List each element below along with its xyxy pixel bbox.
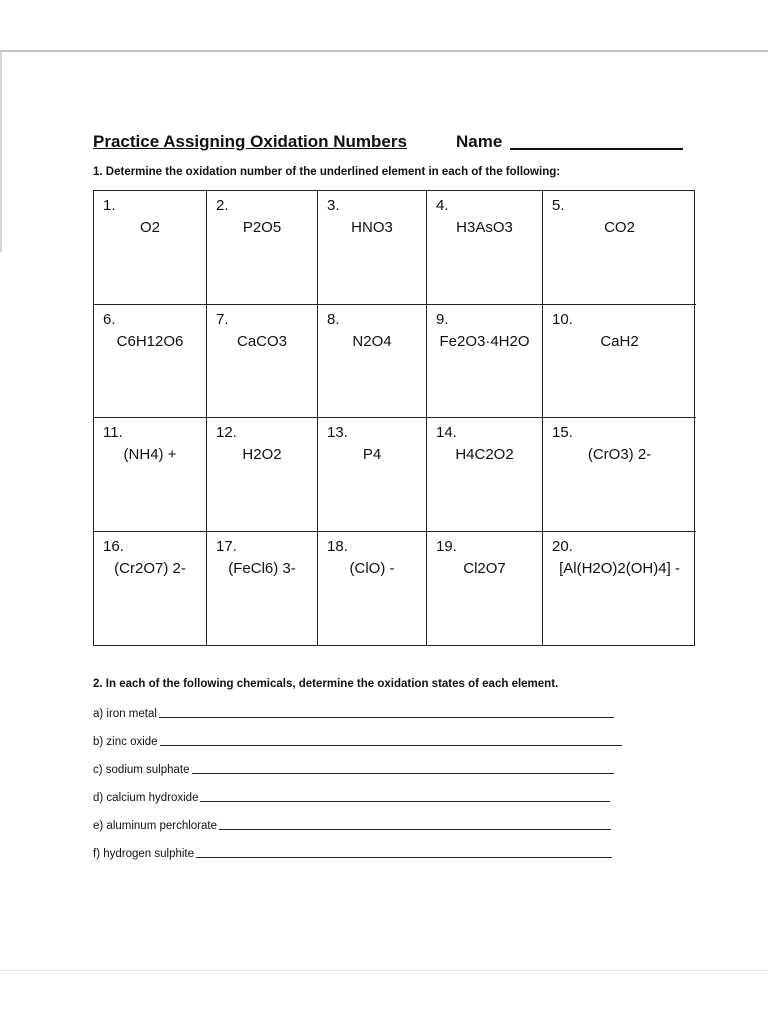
name-field[interactable] bbox=[510, 148, 683, 150]
cell-formula: P4 bbox=[362, 446, 382, 463]
cell-number: 8. bbox=[327, 310, 340, 328]
cell-number: 11. bbox=[103, 424, 123, 441]
oxidation-grid bbox=[93, 190, 695, 646]
cell-formula: H2O2 bbox=[242, 446, 282, 463]
grid-cell-2[interactable] bbox=[207, 191, 318, 305]
grid-cell-4[interactable] bbox=[427, 191, 543, 305]
grid-cell-16[interactable] bbox=[94, 532, 207, 646]
cell-formula: C6H12O6 bbox=[116, 332, 184, 350]
grid-cell-14[interactable] bbox=[427, 418, 543, 532]
grid-cell-5[interactable] bbox=[543, 191, 696, 305]
cell-formula: (FeCl6) 3- bbox=[228, 559, 296, 577]
cell-number: 14. bbox=[436, 424, 457, 441]
cell-number: 15. bbox=[552, 424, 573, 441]
cell-formula: Cl2O7 bbox=[463, 559, 506, 577]
cell-number: 13. bbox=[327, 424, 348, 441]
q2-item-b bbox=[93, 732, 622, 748]
q2-item-label: a) iron metal bbox=[93, 708, 157, 720]
answer-blank[interactable] bbox=[196, 857, 612, 858]
cell-number: 19. bbox=[436, 537, 457, 555]
cell-number: 17. bbox=[216, 537, 237, 555]
q2-item-label: c) sodium sulphate bbox=[93, 764, 190, 776]
answer-blank[interactable] bbox=[160, 745, 622, 746]
q2-item-label: f) hydrogen sulphite bbox=[93, 848, 195, 860]
grid-cell-15[interactable] bbox=[543, 418, 696, 532]
q2-item-d bbox=[93, 788, 610, 804]
question-1-prompt: 1. Determine the oxidation number of the underlined element in each of the following: bbox=[93, 166, 561, 178]
answer-blank[interactable] bbox=[200, 801, 610, 802]
grid-cell-11[interactable] bbox=[94, 418, 207, 532]
page-edge-top bbox=[0, 50, 768, 52]
worksheet-title: Practice Assigning Oxidation Numbers bbox=[93, 132, 407, 151]
q2-item-label: d) calcium hydroxide bbox=[93, 792, 199, 804]
grid-cell-8[interactable] bbox=[318, 305, 427, 419]
cell-number: 12. bbox=[216, 424, 237, 441]
cell-formula: CaCO3 bbox=[236, 332, 288, 350]
grid-cell-3[interactable] bbox=[318, 191, 427, 305]
cell-formula: (ClO) - bbox=[349, 559, 395, 577]
q2-item-f bbox=[93, 844, 612, 860]
page-edge-left bbox=[0, 52, 2, 252]
grid-cell-6[interactable] bbox=[94, 305, 207, 419]
cell-number: 20. bbox=[552, 537, 573, 555]
cell-formula: CO2 bbox=[604, 219, 635, 236]
cell-formula: H3AsO3 bbox=[456, 219, 513, 236]
cell-number: 10. bbox=[552, 310, 573, 328]
cell-number: 16. bbox=[103, 537, 124, 555]
cell-formula: O2 bbox=[139, 219, 160, 236]
answer-blank[interactable] bbox=[192, 773, 614, 774]
answer-blank[interactable] bbox=[219, 829, 611, 830]
grid-cell-9[interactable] bbox=[427, 305, 543, 419]
grid-cell-7[interactable] bbox=[207, 305, 318, 419]
answer-blank[interactable] bbox=[159, 717, 614, 718]
grid-cell-20[interactable] bbox=[543, 532, 696, 646]
grid-cell-18[interactable] bbox=[318, 532, 427, 646]
q2-item-c bbox=[93, 760, 614, 776]
cell-formula: (Cr2O7) 2- bbox=[114, 559, 186, 577]
cell-number: 6. bbox=[103, 310, 116, 328]
cell-number: 2. bbox=[216, 197, 229, 214]
cell-number: 18. bbox=[327, 537, 348, 555]
cell-number: 7. bbox=[216, 310, 229, 328]
grid-cell-13[interactable] bbox=[318, 418, 427, 532]
cell-number: 5. bbox=[552, 197, 565, 214]
cell-formula: N2O4 bbox=[352, 332, 392, 350]
grid-cell-12[interactable] bbox=[207, 418, 318, 532]
cell-formula: CaH2 bbox=[600, 332, 639, 350]
cell-formula: [Al(H2O)2(OH)4] - bbox=[559, 559, 680, 577]
grid-cell-10[interactable] bbox=[543, 305, 696, 419]
grid-cell-17[interactable] bbox=[207, 532, 318, 646]
q2-item-label: b) zinc oxide bbox=[93, 736, 158, 748]
question-2-prompt: 2. In each of the following chemicals, determine the oxidation states of each element. bbox=[93, 678, 559, 690]
cell-formula: HNO3 bbox=[351, 219, 393, 236]
grid-cell-19[interactable] bbox=[427, 532, 543, 646]
q2-item-e bbox=[93, 816, 611, 832]
cell-formula: Fe2O3·4H2O bbox=[439, 332, 530, 350]
cell-number: 3. bbox=[327, 197, 340, 214]
cell-formula: (CrO3) 2- bbox=[587, 446, 652, 463]
cell-formula: (NH4) + bbox=[123, 446, 177, 463]
page-edge-bottom bbox=[0, 970, 768, 971]
name-label: Name bbox=[456, 132, 503, 151]
q2-item-a bbox=[93, 704, 614, 720]
q2-item-label: e) aluminum perchlorate bbox=[93, 820, 218, 832]
cell-number: 4. bbox=[436, 197, 449, 214]
cell-number: 1. bbox=[103, 197, 116, 214]
cell-formula: P2O5 bbox=[242, 219, 282, 236]
grid-cell-1[interactable] bbox=[94, 191, 207, 305]
cell-number: 9. bbox=[436, 310, 449, 328]
cell-formula: H4C2O2 bbox=[455, 446, 514, 463]
